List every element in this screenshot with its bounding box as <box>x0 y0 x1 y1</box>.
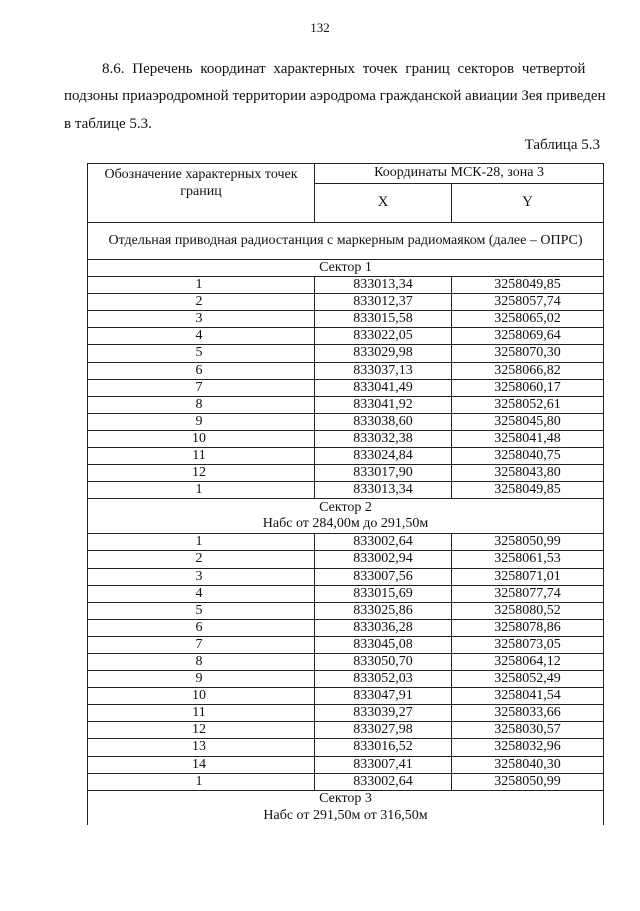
y-coordinate-cell: 3258066,82 <box>452 362 604 379</box>
header-x: X <box>315 184 452 223</box>
table-row <box>88 585 604 602</box>
sector-2-name: Сектор 2 <box>319 500 372 516</box>
y-coordinate-cell: 3258050,99 <box>452 534 604 551</box>
table-row <box>88 311 604 328</box>
header-y: Y <box>452 184 604 223</box>
table-row <box>88 396 604 413</box>
point-number-cell: 6 <box>88 619 315 636</box>
x-coordinate-cell: 833015,69 <box>315 585 452 602</box>
point-number-cell: 14 <box>88 756 315 773</box>
table-row <box>88 362 604 379</box>
table-row <box>88 482 604 499</box>
y-coordinate-cell: 3258070,30 <box>452 345 604 362</box>
table-row <box>88 756 604 773</box>
y-coordinate-cell: 3258043,80 <box>452 465 604 482</box>
sector-1-title-row <box>88 260 604 277</box>
table-row <box>88 722 604 739</box>
sector-1-title: Сектор 1 <box>88 260 604 277</box>
sector-2-title-row <box>88 499 604 534</box>
y-coordinate-cell: 3258045,80 <box>452 413 604 430</box>
point-number-cell: 1 <box>88 482 315 499</box>
table-row <box>88 551 604 568</box>
page-number: 132 <box>310 20 330 35</box>
y-coordinate-cell: 3258030,57 <box>452 722 604 739</box>
y-coordinate-cell: 3258041,48 <box>452 430 604 447</box>
header-point-designation: Обозначение характерных точек границ <box>88 164 315 223</box>
y-coordinate-cell: 3258061,53 <box>452 551 604 568</box>
table-row <box>88 636 604 653</box>
point-number-cell: 2 <box>88 551 315 568</box>
table-row <box>88 773 604 790</box>
point-number-cell: 3 <box>88 311 315 328</box>
table-row <box>88 345 604 362</box>
intro-line-2: подзоны приаэродромной территории аэродрома гражданской авиации Зея приведен <box>64 88 606 104</box>
point-number-cell: 1 <box>88 534 315 551</box>
x-coordinate-cell: 833027,98 <box>315 722 452 739</box>
coordinates-table <box>87 163 604 825</box>
point-number-cell: 12 <box>88 465 315 482</box>
point-number-cell: 11 <box>88 705 315 722</box>
table-row <box>88 653 604 670</box>
point-number-cell: 13 <box>88 739 315 756</box>
x-coordinate-cell: 833015,58 <box>315 311 452 328</box>
point-number-cell: 4 <box>88 585 315 602</box>
x-coordinate-cell: 833036,28 <box>315 619 452 636</box>
point-number-cell: 10 <box>88 430 315 447</box>
y-coordinate-cell: 3258071,01 <box>452 568 604 585</box>
table-caption: Таблица 5.3 <box>524 137 600 153</box>
y-coordinate-cell: 3258052,61 <box>452 396 604 413</box>
table-row <box>88 413 604 430</box>
table-row <box>88 294 604 311</box>
y-coordinate-cell: 3258040,75 <box>452 448 604 465</box>
point-number-cell: 4 <box>88 328 315 345</box>
x-coordinate-cell: 833041,49 <box>315 379 452 396</box>
table-row <box>88 619 604 636</box>
point-number-cell: 12 <box>88 722 315 739</box>
x-coordinate-cell: 833029,98 <box>315 345 452 362</box>
table-row <box>88 465 604 482</box>
opr-title: Отдельная приводная радиостанция с маркерным радиомаяком (далее – ОПРС) <box>88 223 604 260</box>
point-number-cell: 1 <box>88 277 315 294</box>
table-row <box>88 534 604 551</box>
y-coordinate-cell: 3258040,30 <box>452 756 604 773</box>
x-coordinate-cell: 833024,84 <box>315 448 452 465</box>
y-coordinate-cell: 3258073,05 <box>452 636 604 653</box>
table-row <box>88 602 604 619</box>
y-coordinate-cell: 3258050,99 <box>452 773 604 790</box>
table-row <box>88 277 604 294</box>
x-coordinate-cell: 833052,03 <box>315 671 452 688</box>
table-row <box>88 705 604 722</box>
sector-3-height: Набс от 291,50м от 316,50м <box>263 807 428 823</box>
y-coordinate-cell: 3258077,74 <box>452 585 604 602</box>
y-coordinate-cell: 3258049,85 <box>452 277 604 294</box>
point-number-cell: 5 <box>88 602 315 619</box>
x-coordinate-cell: 833007,41 <box>315 756 452 773</box>
table-row <box>88 739 604 756</box>
y-coordinate-cell: 3258049,85 <box>452 482 604 499</box>
point-number-cell: 5 <box>88 345 315 362</box>
y-coordinate-cell: 3258032,96 <box>452 739 604 756</box>
point-number-cell: 9 <box>88 671 315 688</box>
table-row <box>88 430 604 447</box>
table-row <box>88 671 604 688</box>
point-number-cell: 6 <box>88 362 315 379</box>
x-coordinate-cell: 833022,05 <box>315 328 452 345</box>
x-coordinate-cell: 833017,90 <box>315 465 452 482</box>
y-coordinate-cell: 3258080,52 <box>452 602 604 619</box>
x-coordinate-cell: 833025,86 <box>315 602 452 619</box>
x-coordinate-cell: 833047,91 <box>315 688 452 705</box>
point-number-cell: 11 <box>88 448 315 465</box>
x-coordinate-cell: 833045,08 <box>315 636 452 653</box>
point-number-cell: 10 <box>88 688 315 705</box>
sector-3-name: Сектор 3 <box>319 790 372 806</box>
x-coordinate-cell: 833041,92 <box>315 396 452 413</box>
point-number-cell: 1 <box>88 773 315 790</box>
x-coordinate-cell: 833038,60 <box>315 413 452 430</box>
y-coordinate-cell: 3258069,64 <box>452 328 604 345</box>
sector-3-title-row <box>88 790 604 825</box>
x-coordinate-cell: 833037,13 <box>315 362 452 379</box>
sector-2-height: Набс от 284,00м до 291,50м <box>262 516 429 532</box>
y-coordinate-cell: 3258057,74 <box>452 294 604 311</box>
table-row <box>88 568 604 585</box>
x-coordinate-cell: 833039,27 <box>315 705 452 722</box>
table-row <box>88 688 604 705</box>
point-number-cell: 7 <box>88 379 315 396</box>
x-coordinate-cell: 833032,38 <box>315 430 452 447</box>
x-coordinate-cell: 833013,34 <box>315 482 452 499</box>
point-number-cell: 8 <box>88 653 315 670</box>
x-coordinate-cell: 833007,56 <box>315 568 452 585</box>
y-coordinate-cell: 3258041,54 <box>452 688 604 705</box>
header-coordinates: Координаты МСК-28, зона 3 <box>315 164 604 184</box>
intro-line-1: 8.6. Перечень координат характерных точек границ секторов четвертой <box>102 61 586 77</box>
point-number-cell: 2 <box>88 294 315 311</box>
point-number-cell: 3 <box>88 568 315 585</box>
x-coordinate-cell: 833050,70 <box>315 653 452 670</box>
y-coordinate-cell: 3258064,12 <box>452 653 604 670</box>
opr-title-row <box>88 223 604 260</box>
point-number-cell: 7 <box>88 636 315 653</box>
y-coordinate-cell: 3258060,17 <box>452 379 604 396</box>
y-coordinate-cell: 3258052,49 <box>452 671 604 688</box>
y-coordinate-cell: 3258033,66 <box>452 705 604 722</box>
x-coordinate-cell: 833002,64 <box>315 773 452 790</box>
y-coordinate-cell: 3258078,86 <box>452 619 604 636</box>
x-coordinate-cell: 833002,64 <box>315 534 452 551</box>
table-row <box>88 448 604 465</box>
sector-2-title <box>88 499 604 534</box>
intro-line-3: в таблице 5.3. <box>64 116 152 132</box>
point-number-cell: 9 <box>88 413 315 430</box>
sector-3-title <box>88 790 604 825</box>
y-coordinate-cell: 3258065,02 <box>452 311 604 328</box>
table-row <box>88 379 604 396</box>
x-coordinate-cell: 833002,94 <box>315 551 452 568</box>
point-number-cell: 8 <box>88 396 315 413</box>
table-row <box>88 328 604 345</box>
x-coordinate-cell: 833012,37 <box>315 294 452 311</box>
x-coordinate-cell: 833016,52 <box>315 739 452 756</box>
x-coordinate-cell: 833013,34 <box>315 277 452 294</box>
